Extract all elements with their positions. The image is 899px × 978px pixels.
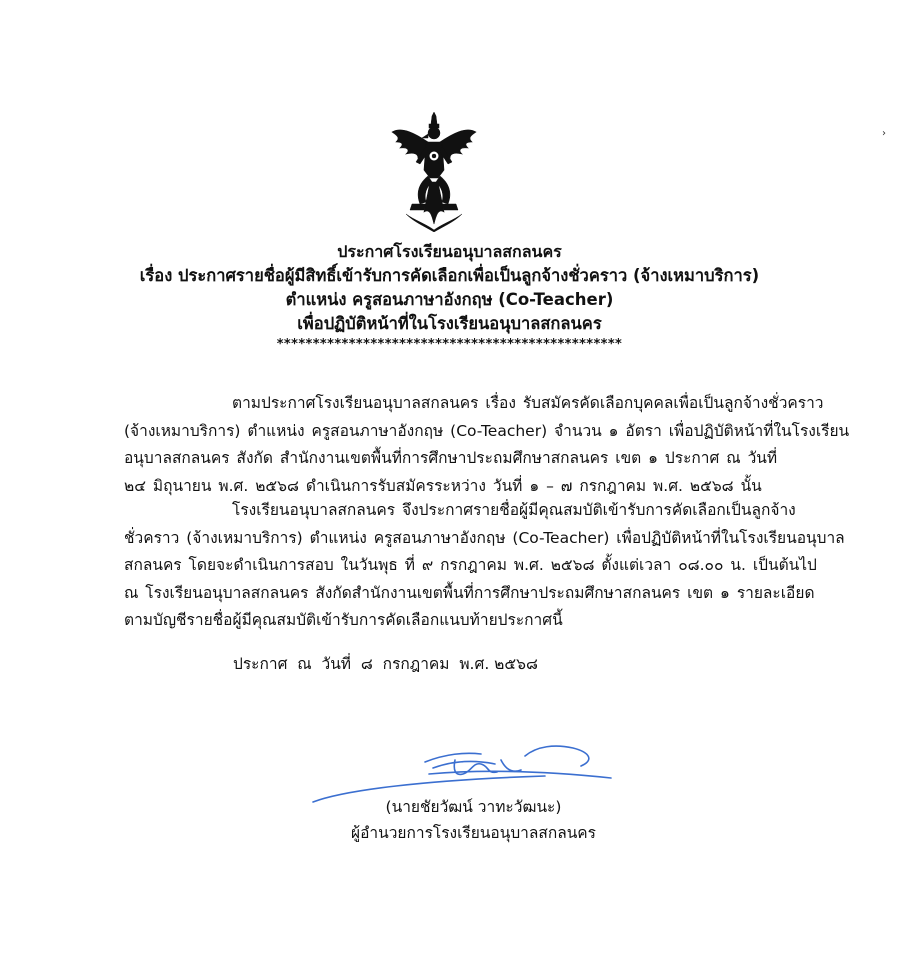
announcement-title: ประกาศโรงเรียนอนุบาลสกลนคร (337, 242, 562, 261)
announcement-purpose: เพื่อปฏิบัติหน้าที่ในโรงเรียนอนุบาลสกลนคร (297, 314, 602, 333)
paragraph-recruitment (124, 390, 850, 500)
header-separator: ************************************************ (276, 337, 623, 352)
paragraph-line: ตามประกาศโรงเรียนอนุบาลสกลนคร เรื่อง รับสมัครคัดเลือกบุคคลเพื่อเป็นลูกจ้างชั่วคราว (232, 394, 824, 412)
garuda-emblem-icon (388, 112, 480, 232)
announcement-position: ตำแหน่ง ครูสอนภาษาอังกฤษ (Co-Teacher) (285, 290, 614, 309)
paragraph-line: สกลนคร โดยจะดำเนินการสอบ ในวันพุธ ที่ ๙ กรกฎาคม พ.ศ. ๒๕๖๘ ตั้งแต่เวลา ๐๘.๐๐ น. เป็นต้นไป (124, 556, 817, 574)
signer-name: (นายชัยวัฒน์ วาทะวัฒนะ) (385, 798, 562, 816)
paragraph-results (124, 497, 845, 635)
paragraph-line: ๒๔ มิถุนายน พ.ศ. ๒๕๖๘ ดำเนินการรับสมัครระหว่าง วันที่ ๑ – ๗ กรกฎาคม พ.ศ. ๒๕๖๘ นั้น (124, 476, 762, 495)
paragraph-line: ชั่วคราว (จ้างเหมาบริการ) ตำแหน่ง ครูสอนภาษาอังกฤษ (Co-Teacher) เพื่อปฏิบัติหน้าที่ในโรงเรียนอนุบาล (124, 528, 845, 547)
signer-title: ผู้อำนวยการโรงเรียนอนุบาลสกลนคร (351, 824, 596, 842)
paragraph-line: ณ โรงเรียนอนุบาลสกลนคร สังกัดสำนักงานเขตพื้นที่การศึกษาประถมศึกษาสกลนคร เขต ๑ รายละเอียด (124, 583, 815, 602)
announcement-subject: เรื่อง ประกาศรายชื่อผู้มีสิทธิ์เข้ารับการคัดเลือกเพื่อเป็นลูกจ้างชั่วคราว (จ้างเหมาบริการ) (139, 266, 760, 285)
corner-mark: › (882, 128, 886, 139)
announcement-header (0, 240, 899, 352)
announcement-date: ประกาศ ณ วันที่ ๘ กรกฎาคม พ.ศ. ๒๕๖๘ (233, 655, 538, 673)
paragraph-line: ตามบัญชีรายชื่อผู้มีคุณสมบัติเข้ารับการคัดเลือกแนบท้ายประกาศนี้ (124, 611, 563, 629)
paragraph-line: (จ้างเหมาบริการ) ตำแหน่ง ครูสอนภาษาอังกฤษ (Co-Teacher) จำนวน ๑ อัตรา เพื่อปฏิบัติหน้าที่ในโรงเรียน (124, 421, 850, 440)
paragraph-line: อนุบาลสกลนคร สังกัด สำนักงานเขตพื้นที่การศึกษาประถมศึกษาสกลนคร เขต ๑ ประกาศ ณ วันที่ (124, 449, 778, 467)
paragraph-line: โรงเรียนอนุบาลสกลนคร จึงประกาศรายชื่อผู้มีคุณสมบัติเข้ารับการคัดเลือกเป็นลูกจ้าง (232, 501, 796, 519)
